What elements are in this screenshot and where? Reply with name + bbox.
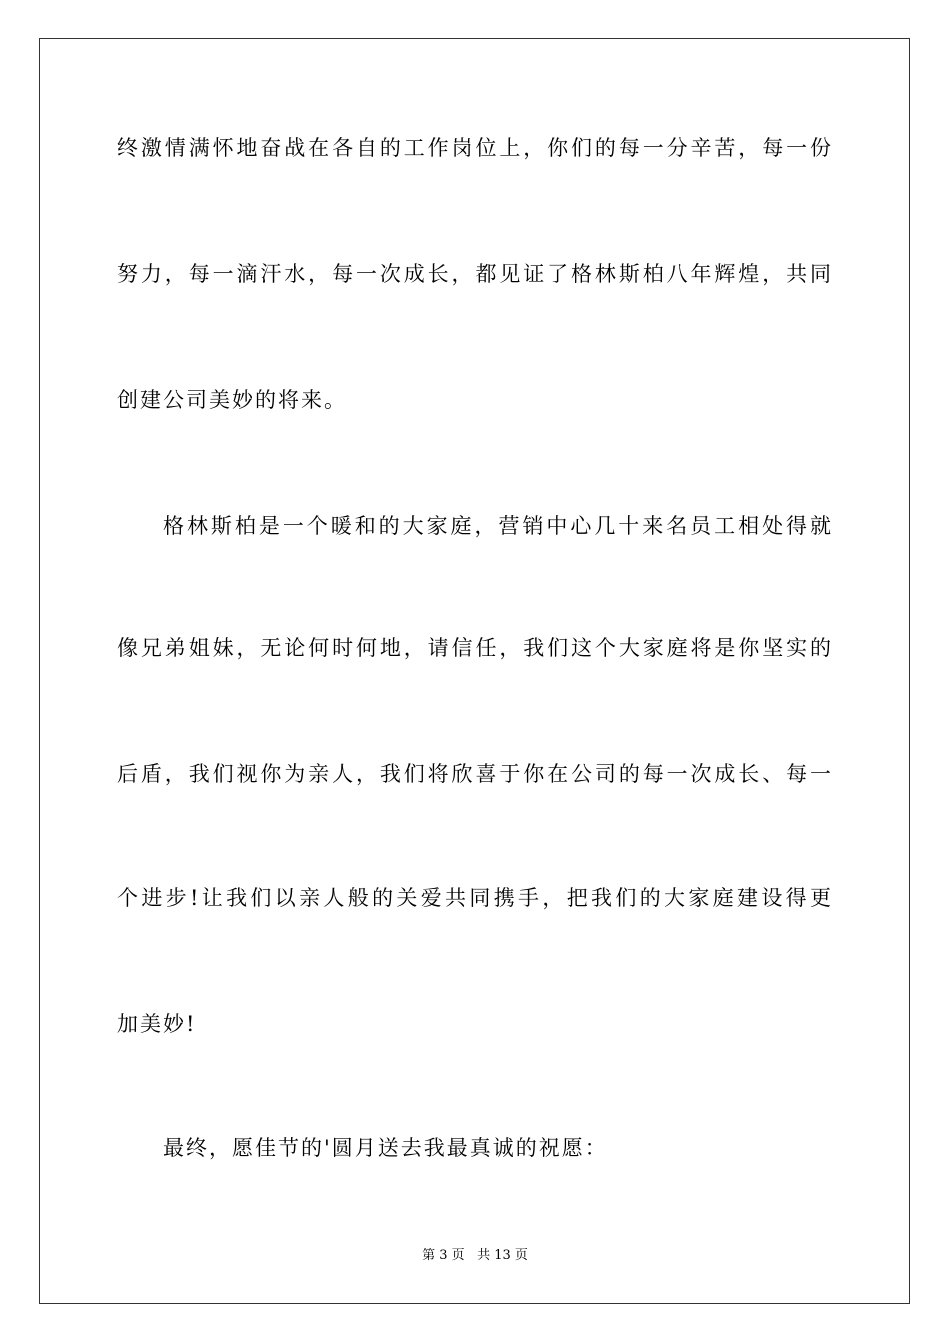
paragraph-first-line: 格林斯柏是一个暖和的大家庭，营销中心几十来名员工相处得就 (163, 514, 833, 538)
page-footer (0, 1247, 950, 1265)
text-line: 创建公司美妙的将来。 (117, 388, 347, 412)
text-line: 像兄弟姐妹，无论何时何地，请信任，我们这个大家庭将是你坚实的 (117, 636, 833, 660)
page-border (39, 38, 910, 1304)
page-total: 共 13 页 (477, 1248, 528, 1263)
text-line: 终激情满怀地奋战在各自的工作岗位上，你们的每一分辛苦，每一份 (117, 136, 833, 160)
page-number: 第 3 页 (422, 1248, 465, 1263)
text-line: 努力，每一滴汗水，每一次成长，都见证了格林斯柏八年辉煌，共同 (117, 262, 833, 286)
text-line: 加美妙! (117, 1012, 197, 1036)
text-line: 后盾，我们视你为亲人，我们将欣喜于你在公司的每一次成长、每一 (117, 762, 833, 786)
text-line: 个进步!让我们以亲人般的关爱共同携手，把我们的大家庭建设得更 (117, 886, 833, 910)
paragraph-first-line: 最终，愿佳节的'圆月送去我最真诚的祝愿： (163, 1136, 608, 1160)
